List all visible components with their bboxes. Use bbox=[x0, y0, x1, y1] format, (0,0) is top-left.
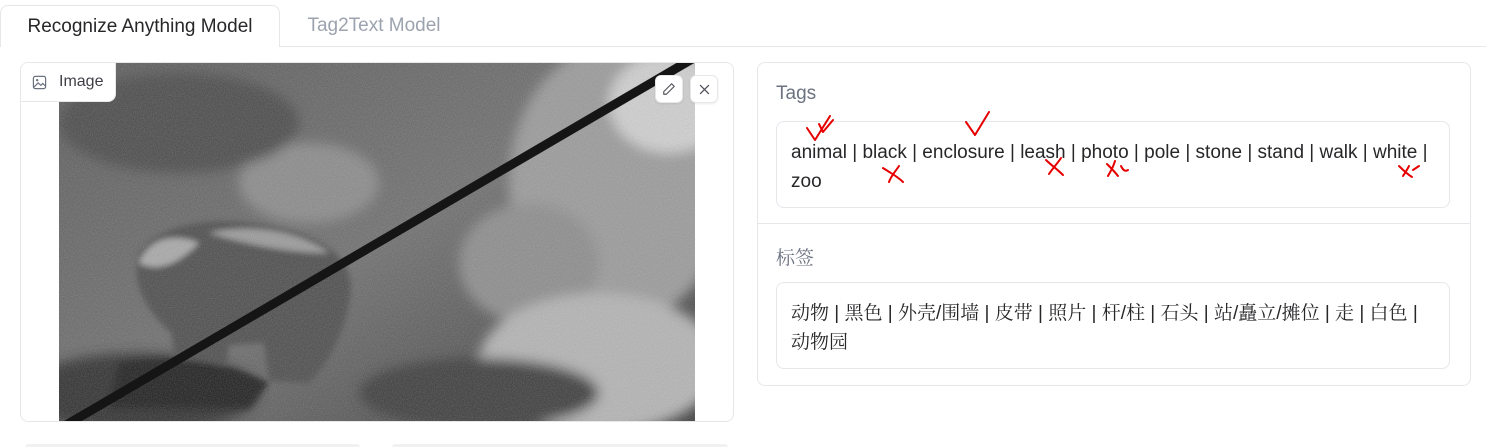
tab-recognize-anything-model[interactable]: Recognize Anything Model bbox=[0, 5, 280, 47]
tags-output[interactable]: animal | black | enclosure | leash | photo | pole | stone | stand | walk | white | zoo bbox=[776, 121, 1450, 208]
tags-label: Tags bbox=[776, 83, 817, 104]
image-label bbox=[21, 63, 116, 102]
image-icon bbox=[32, 75, 47, 90]
tags-zh-label: 标签 bbox=[776, 248, 815, 269]
output-panel bbox=[757, 62, 1471, 386]
output-divider bbox=[758, 223, 1470, 224]
tab-tag2text-model[interactable]: Tag2Text Model bbox=[307, 15, 441, 36]
tab-bar bbox=[0, 0, 1486, 47]
bear-photo bbox=[59, 63, 695, 421]
close-icon bbox=[698, 83, 711, 96]
tags-zh-output[interactable]: 动物 | 黑色 | 外壳/围墙 | 皮带 | 照片 | 杆/柱 | 石头 | 站/矗立/摊位 | 走 | 白色 | 动物园 bbox=[776, 282, 1450, 369]
uploaded-image[interactable] bbox=[59, 63, 695, 421]
image-input-panel bbox=[20, 62, 734, 422]
pencil-icon bbox=[662, 82, 676, 96]
edit-button[interactable] bbox=[655, 75, 683, 103]
clear-image-button[interactable] bbox=[690, 75, 718, 103]
image-label-text: Image bbox=[59, 73, 104, 90]
